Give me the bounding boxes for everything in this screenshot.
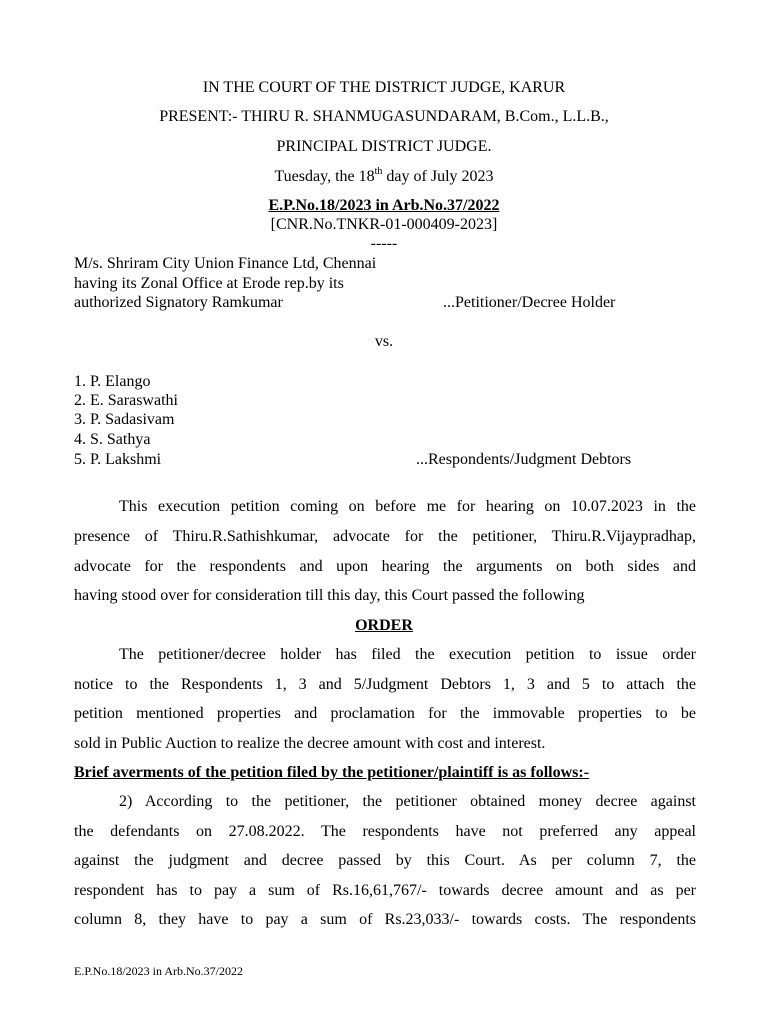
cnr-number: [CNR.No.TNKR-01-000409-2023] [270, 216, 498, 233]
respondent-item: 1. P. Elango [74, 373, 151, 390]
versus: vs. [374, 333, 394, 350]
intro-line: advocate for the respondents and upon hearing the arguments on both sides and [74, 558, 696, 575]
intro-line: presence of Thiru.R.Sathishkumar, advocate for the petitioner, Thiru.R.Vijaypradhap, [74, 528, 696, 545]
date-prefix: Tuesday, the 18 [274, 168, 375, 185]
intro-line: This execution petition coming on before me for hearing on 10.07.2023 in the [119, 498, 696, 515]
para2-line: 2) According to the petitioner, the petitioner obtained money decree against [119, 793, 696, 810]
separator: ----- [370, 235, 398, 252]
petitioner-line: having its Zonal Office at Erode rep.by its [74, 275, 344, 292]
para2-line: the defendants on 27.08.2022. The respondents have not preferred any appeal [74, 823, 696, 840]
para2-line: column 8, they have to pay a sum of Rs.23,033/- towards costs. The respondents [74, 911, 696, 928]
order-line: notice to the Respondents 1, 3 and 5/Judgment Debtors 1, 3 and 5 to attach the [74, 676, 696, 693]
date-superscript: th [374, 165, 383, 177]
petitioner-line: authorized Signatory Ramkumar [74, 294, 283, 311]
page-footer: E.P.No.18/2023 in Arb.No.37/2022 [74, 964, 244, 978]
para2-line: against the judgment and decree passed by this Court. As per column 7, the [74, 852, 696, 869]
respondent-role: ...Respondents/Judgment Debtors [416, 451, 632, 468]
order-heading: ORDER [355, 617, 413, 634]
brief-averments-heading: Brief averments of the petition filed by the petitioner/plaintiff is as follows:- [74, 764, 590, 781]
date-suffix: day of July 2023 [382, 168, 494, 185]
order-line: sold in Public Auction to realize the decree amount with cost and interest. [74, 735, 546, 752]
order-line: petition mentioned properties and proclamation for the immovable properties to be [74, 705, 696, 722]
respondent-item: 5. P. Lakshmi [74, 451, 162, 468]
petitioner-line: M/s. Shriram City Union Finance Ltd, Chennai [74, 255, 377, 272]
petitioner-role: ...Petitioner/Decree Holder [443, 294, 616, 311]
respondent-item: 2. E. Saraswathi [74, 392, 178, 409]
respondent-item: 3. P. Sadasivam [74, 411, 175, 428]
judge-designation: PRINCIPAL DISTRICT JUDGE. [276, 138, 492, 155]
order-line: The petitioner/decree holder has filed the execution petition to issue order [119, 646, 696, 663]
case-number: E.P.No.18/2023 in Arb.No.37/2022 [268, 197, 500, 214]
presiding-judge: PRESENT:- THIRU R. SHANMUGASUNDARAM, B.Com., L.L.B., [159, 108, 609, 125]
intro-line: having stood over for consideration till this day, this Court passed the following [74, 587, 585, 604]
para2-line: respondent has to pay a sum of Rs.16,61,767/- towards decree amount and as per [74, 882, 696, 899]
order-date [0, 167, 768, 187]
court-title: IN THE COURT OF THE DISTRICT JUDGE, KARUR [202, 79, 566, 96]
respondent-item: 4. S. Sathya [74, 431, 151, 448]
